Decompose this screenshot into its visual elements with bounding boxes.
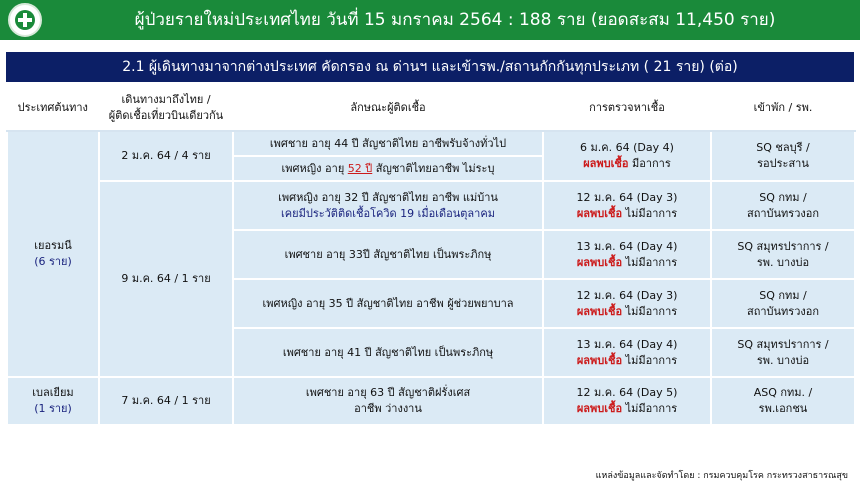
table-row	[7, 131, 855, 156]
stay-line2: สถาบันทรวงอก	[746, 206, 820, 220]
table-header-row	[7, 86, 855, 131]
arrival-cell: 7 ม.ค. 64 / 1 ราย	[99, 377, 233, 425]
test-date: 12 ม.ค. 64 (Day 5)	[576, 386, 678, 399]
traits-post: สัญชาติไทยอาชีพ ไม่ระบุ	[372, 161, 495, 175]
stay-line1: SQ ชลบุรี /	[756, 141, 810, 154]
traits-cell: เพศหญิง อายุ 35 ปี สัญชาติไทย อาชีพ ผู้ช่วยพยาบาล	[233, 279, 543, 328]
test-symptom: ไม่มีอาการ	[622, 255, 678, 269]
stay-line2: สถาบันทรวงอก	[746, 304, 820, 318]
table-row	[7, 377, 855, 425]
header-stay: เข้าพัก / รพ.	[711, 86, 855, 131]
stay-cell	[711, 328, 855, 377]
test-date: 12 ม.ค. 64 (Day 3)	[576, 190, 678, 204]
arrival-cell: 2 ม.ค. 64 / 4 ราย	[99, 131, 233, 181]
traits-line1: เพศหญิง อายุ 32 ปี สัญชาติไทย อาชีพ แม่บ้าน	[278, 190, 498, 204]
stay-cell	[711, 230, 855, 279]
test-result: ผลพบเชื้อ	[583, 157, 629, 170]
traits-cell: เพศชาย อายุ 44 ปี สัญชาติไทย อาชีพรับจ้างทั่วไป	[233, 131, 543, 156]
stay-cell	[711, 181, 855, 230]
header-test: การตรวจหาเชื้อ	[543, 86, 711, 131]
test-cell	[543, 328, 711, 377]
traits-line2: อาชีพ ว่างงาน	[354, 402, 422, 415]
test-result: ผลพบเชื้อ	[576, 255, 623, 269]
header-country: ประเทศต้นทาง	[7, 86, 99, 131]
stay-line1: SQ สมุทรปราการ /	[737, 239, 829, 253]
test-result: ผลพบเชื้อ	[576, 402, 623, 415]
test-symptom: มีอาการ	[628, 157, 671, 170]
test-cell	[543, 377, 711, 425]
section-title: 2.1 ผู้เดินทางมาจากต่างประเทศ คัดกรอง ณ ด่านฯ และเข้ารพ./สถานกักกันทุกประเภท ( 21 ราย) (ต่อ)	[6, 52, 854, 82]
page-title: ผู้ป่วยรายใหม่ประเทศไทย วันที่ 15 มกราคม 2564 : 188 ราย (ยอดสะสม 11,450 ราย)	[134, 10, 776, 30]
test-result: ผลพบเชื้อ	[576, 353, 623, 367]
country-name: เบลเยียม	[32, 386, 74, 399]
test-symptom: ไม่มีอาการ	[622, 353, 678, 367]
stay-line2: รพ. บางบ่อ	[756, 255, 810, 269]
header-traits: ลักษณะผู้ติดเชื้อ	[233, 86, 543, 131]
test-date: 6 ม.ค. 64 (Day 4)	[580, 141, 674, 154]
traits-line1: เพศชาย อายุ 63 ปี สัญชาติฝรั่งเศส	[305, 386, 471, 399]
test-result: ผลพบเชื้อ	[576, 206, 623, 220]
traits-cell	[233, 156, 543, 181]
stay-line2: รพ. บางบ่อ	[756, 353, 810, 367]
header-bar	[0, 0, 860, 40]
header-arrival	[99, 86, 233, 131]
country-cell	[7, 131, 99, 377]
stay-line1: SQ กทม /	[759, 288, 807, 302]
cases-table	[6, 86, 856, 426]
test-cell	[543, 181, 711, 230]
traits-line2: เคยมีประวัติติดเชื้อโควิด 19 เมื่อเดือนตุลาคม	[281, 206, 495, 220]
test-cell	[543, 131, 711, 181]
stay-line1: ASQ กทม. /	[753, 386, 813, 399]
traits-age: 52 ปี	[347, 161, 373, 175]
traits-cell	[233, 377, 543, 425]
test-date: 13 ม.ค. 64 (Day 4)	[576, 239, 678, 253]
test-symptom: ไม่มีอาการ	[622, 206, 678, 220]
stay-cell	[711, 377, 855, 425]
test-symptom: ไม่มีอาการ	[622, 304, 678, 318]
test-cell	[543, 279, 711, 328]
test-symptom: ไม่มีอาการ	[622, 402, 678, 415]
stay-cell	[711, 131, 855, 181]
test-date: 12 ม.ค. 64 (Day 3)	[576, 288, 678, 302]
test-cell	[543, 230, 711, 279]
traits-pre: เพศหญิง อายุ	[281, 161, 348, 175]
header-arrival-line1: เดินทางมาถึงไทย /	[121, 93, 211, 106]
country-count: (1 ราย)	[34, 402, 72, 415]
country-name: เยอรมนี	[34, 239, 72, 252]
table-row	[7, 181, 855, 230]
traits-cell: เพศชาย อายุ 41 ปี สัญชาติไทย เป็นพระภิกษุ	[233, 328, 543, 377]
source-footnote: แหล่งข้อมูลและจัดทำโดย : กรมควบคุมโรค กระทรวงสาธารณสุข	[595, 471, 848, 481]
arrival-cell: 9 ม.ค. 64 / 1 ราย	[99, 181, 233, 377]
stay-line1: SQ สมุทรปราการ /	[737, 337, 829, 351]
country-cell	[7, 377, 99, 425]
country-count: (6 ราย)	[34, 255, 72, 268]
moph-logo-icon	[8, 3, 42, 37]
traits-cell: เพศชาย อายุ 33ปี สัญชาติไทย เป็นพระภิกษุ	[233, 230, 543, 279]
traits-cell	[233, 181, 543, 230]
stay-line2: รอประสาน	[757, 157, 809, 170]
stay-cell	[711, 279, 855, 328]
header-arrival-line2: ผู้ติดเชื้อเที่ยวบินเดียวกัน	[108, 109, 224, 122]
stay-line2: รพ.เอกชน	[758, 402, 808, 415]
stay-line1: SQ กทม /	[759, 190, 807, 204]
test-date: 13 ม.ค. 64 (Day 4)	[576, 337, 678, 351]
test-result: ผลพบเชื้อ	[576, 304, 623, 318]
